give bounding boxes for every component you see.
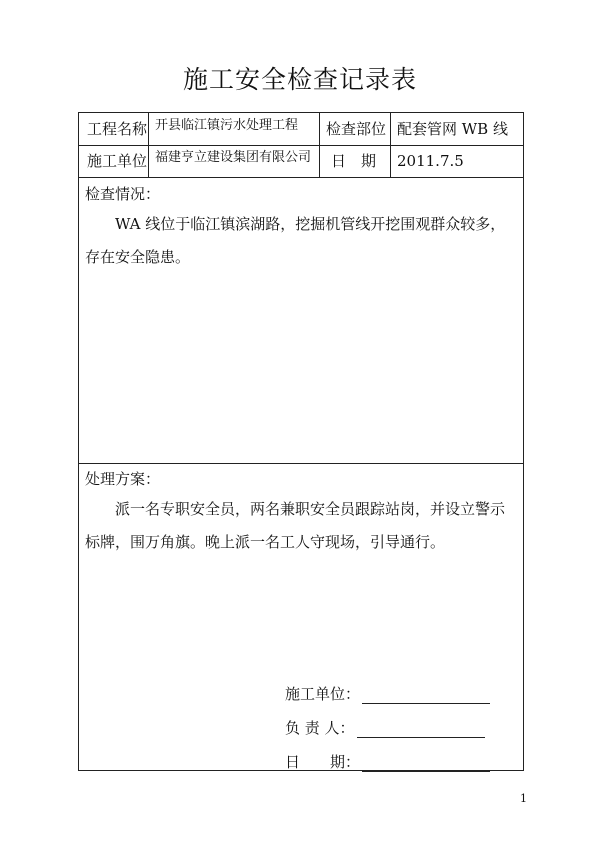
- section-divider: [79, 463, 523, 464]
- inspection-text: WA 线位于临江镇滨湖路，挖掘机管线开挖围观群众较多，存在安全隐患。: [85, 215, 506, 266]
- row-divider: [79, 145, 523, 146]
- page-number: 1: [520, 792, 527, 805]
- signature-date-line: [362, 755, 490, 772]
- signature-date-row: [285, 751, 490, 772]
- contractor-label: 施工单位: [87, 152, 148, 170]
- signature-date-label: 日 期：: [285, 753, 361, 771]
- date-label: 日 期: [331, 152, 377, 170]
- solution-text: 派一名专职安全员，两名兼职安全员跟踪站岗，并设立警示标牌，围万角旗。晚上派一名工人守现场，引导通行。: [85, 500, 506, 551]
- signature-person-row: [285, 717, 485, 738]
- inspection-label: 检查情况：: [85, 185, 161, 203]
- row-divider: [79, 177, 523, 178]
- project-name-label: 工程名称: [87, 120, 148, 138]
- column-divider: [319, 113, 320, 177]
- solution-label: 处理方案：: [85, 470, 161, 488]
- signature-unit-line: [362, 687, 490, 704]
- page-title: 施工安全检查记录表: [182, 65, 417, 94]
- signature-unit-row: [285, 683, 490, 704]
- date-value: 2011.7.5: [397, 152, 464, 170]
- column-divider: [390, 113, 391, 177]
- column-divider: [148, 113, 149, 177]
- inspect-part-value: 配套管网 WB 线: [397, 120, 508, 138]
- contractor-value: 福建亨立建设集团有限公司: [155, 150, 312, 165]
- inspect-part-label: 检查部位: [326, 120, 387, 138]
- signature-person-label: 负 责 人：: [285, 719, 355, 737]
- signature-unit-label: 施工单位：: [285, 685, 361, 703]
- project-name-value: 开县临江镇污水处理工程: [155, 118, 299, 133]
- inspection-record-table: [78, 112, 524, 771]
- signature-person-line: [357, 721, 485, 738]
